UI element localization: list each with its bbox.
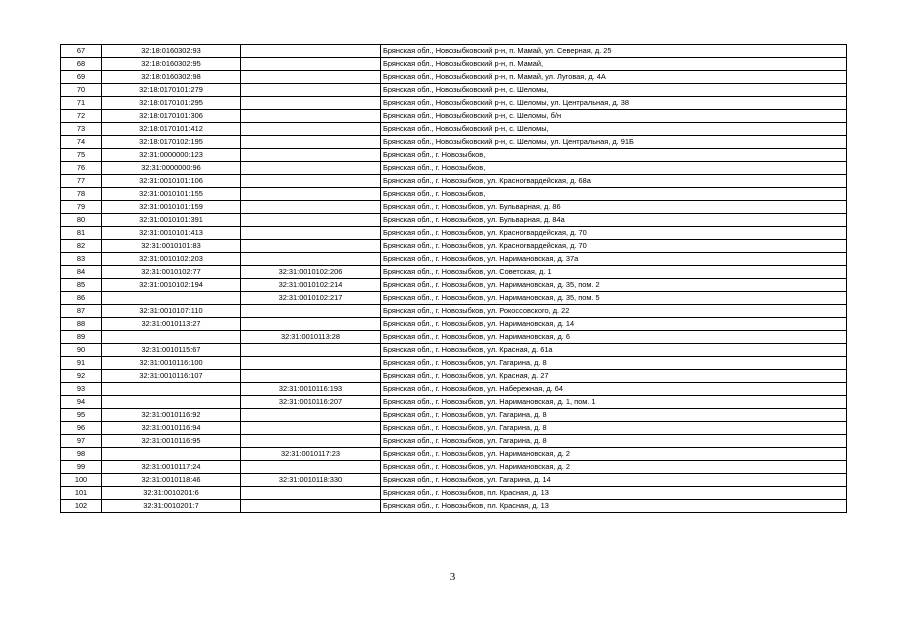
row-number-cell: 92 [61, 370, 102, 383]
table-row [61, 344, 847, 357]
related-cadastral-number-cell [241, 357, 381, 370]
cadastral-number-cell: 32:31:0000000:96 [102, 162, 241, 175]
table-row [61, 357, 847, 370]
address-cell: Брянская обл., г. Новозыбков, ул. Наримановская, д. 1, пом. 1 [381, 396, 847, 409]
address-cell: Брянская обл., г. Новозыбков, ул. Наримановская, д. 14 [381, 318, 847, 331]
address-cell: Брянская обл., г. Новозыбков, ул. Гагарина, д. 8 [381, 422, 847, 435]
table-row [61, 253, 847, 266]
address-cell: Брянская обл., г. Новозыбков, ул. Красная, д. 27 [381, 370, 847, 383]
address-cell: Брянская обл., г. Новозыбков, пл. Красная, д. 13 [381, 500, 847, 513]
cadastral-number-cell: 32:31:0010101:155 [102, 188, 241, 201]
related-cadastral-number-cell: 32:31:0010118:330 [241, 474, 381, 487]
related-cadastral-number-cell: 32:31:0010116:207 [241, 396, 381, 409]
row-number-cell: 82 [61, 240, 102, 253]
table-row [61, 461, 847, 474]
cadastral-number-cell [102, 448, 241, 461]
related-cadastral-number-cell [241, 110, 381, 123]
address-cell: Брянская обл., г. Новозыбков, ул. Наримановская, д. 6 [381, 331, 847, 344]
cadastral-number-cell: 32:31:0010201:6 [102, 487, 241, 500]
table-row [61, 370, 847, 383]
cadastral-number-cell: 32:31:0010116:92 [102, 409, 241, 422]
related-cadastral-number-cell [241, 162, 381, 175]
cadastral-number-cell: 32:18:0160302:95 [102, 58, 241, 71]
table-row [61, 227, 847, 240]
cadastral-number-cell [102, 331, 241, 344]
address-cell: Брянская обл., г. Новозыбков, ул. Бульварная, д. 84а [381, 214, 847, 227]
related-cadastral-number-cell [241, 175, 381, 188]
address-cell: Брянская обл., г. Новозыбков, ул. Наримановская, д. 2 [381, 461, 847, 474]
row-number-cell: 81 [61, 227, 102, 240]
table-row [61, 45, 847, 58]
table-row [61, 305, 847, 318]
cadastral-number-cell: 32:18:0160302:98 [102, 71, 241, 84]
row-number-cell: 72 [61, 110, 102, 123]
row-number-cell: 83 [61, 253, 102, 266]
table-row [61, 71, 847, 84]
related-cadastral-number-cell: 32:31:0010116:193 [241, 383, 381, 396]
table-row [61, 318, 847, 331]
cadastral-number-cell: 32:31:0010116:100 [102, 357, 241, 370]
related-cadastral-number-cell [241, 487, 381, 500]
related-cadastral-number-cell [241, 318, 381, 331]
related-cadastral-number-cell [241, 500, 381, 513]
row-number-cell: 95 [61, 409, 102, 422]
table-row [61, 201, 847, 214]
address-cell: Брянская обл., г. Новозыбков, ул. Рокоссовского, д. 22 [381, 305, 847, 318]
related-cadastral-number-cell [241, 344, 381, 357]
cadastral-number-cell: 32:18:0170101:306 [102, 110, 241, 123]
cadastral-number-cell: 32:18:0170101:412 [102, 123, 241, 136]
row-number-cell: 93 [61, 383, 102, 396]
related-cadastral-number-cell: 32:31:0010102:217 [241, 292, 381, 305]
related-cadastral-number-cell [241, 136, 381, 149]
row-number-cell: 76 [61, 162, 102, 175]
address-cell: Брянская обл., г. Новозыбков, ул. Наримановская, д. 35, пом. 5 [381, 292, 847, 305]
table-row [61, 110, 847, 123]
cadastral-number-cell: 32:18:0160302:93 [102, 45, 241, 58]
row-number-cell: 85 [61, 279, 102, 292]
related-cadastral-number-cell: 32:31:0010117:23 [241, 448, 381, 461]
cadastral-number-cell: 32:31:0010101:391 [102, 214, 241, 227]
cadastral-number-cell: 32:31:0010102:77 [102, 266, 241, 279]
address-cell: Брянская обл., Новозыбковский р-н, с. Шеломы, б/н [381, 110, 847, 123]
table-row [61, 162, 847, 175]
related-cadastral-number-cell [241, 435, 381, 448]
cadastral-number-cell: 32:31:0010102:194 [102, 279, 241, 292]
related-cadastral-number-cell [241, 84, 381, 97]
address-cell: Брянская обл., Новозыбковский р-н, с. Шеломы, ул. Центральная, д. 91Б [381, 136, 847, 149]
cadastral-number-cell [102, 292, 241, 305]
row-number-cell: 98 [61, 448, 102, 461]
related-cadastral-number-cell: 32:31:0010102:214 [241, 279, 381, 292]
address-cell: Брянская обл., г. Новозыбков, ул. Красногвардейская, д. 70 [381, 240, 847, 253]
address-cell: Брянская обл., г. Новозыбков, пл. Красная, д. 13 [381, 487, 847, 500]
row-number-cell: 77 [61, 175, 102, 188]
related-cadastral-number-cell [241, 461, 381, 474]
table-row [61, 487, 847, 500]
address-cell: Брянская обл., г. Новозыбков, ул. Гагарина, д. 8 [381, 357, 847, 370]
cadastral-number-cell: 32:31:0010102:203 [102, 253, 241, 266]
row-number-cell: 67 [61, 45, 102, 58]
table-row [61, 240, 847, 253]
address-cell: Брянская обл., г. Новозыбков, ул. Гагарина, д. 8 [381, 435, 847, 448]
cadastral-number-cell: 32:31:0010116:95 [102, 435, 241, 448]
related-cadastral-number-cell [241, 227, 381, 240]
table-row [61, 123, 847, 136]
row-number-cell: 71 [61, 97, 102, 110]
related-cadastral-number-cell [241, 422, 381, 435]
cadastral-number-cell: 32:18:0170102:195 [102, 136, 241, 149]
table-row [61, 266, 847, 279]
related-cadastral-number-cell [241, 71, 381, 84]
related-cadastral-number-cell [241, 214, 381, 227]
table-row [61, 97, 847, 110]
cadastral-number-cell: 32:31:0010115:67 [102, 344, 241, 357]
table-row [61, 84, 847, 97]
address-cell: Брянская обл., г. Новозыбков, ул. Красногвардейская, д. 68а [381, 175, 847, 188]
related-cadastral-number-cell [241, 45, 381, 58]
cadastral-number-cell: 32:31:0010117:24 [102, 461, 241, 474]
cadastral-number-cell: 32:18:0170101:295 [102, 97, 241, 110]
address-cell: Брянская обл., г. Новозыбков, ул. Набережная, д. 64 [381, 383, 847, 396]
property-table-body [61, 45, 847, 513]
address-cell: Брянская обл., Новозыбковский р-н, п. Мамай, ул. Северная, д. 25 [381, 45, 847, 58]
table-row [61, 409, 847, 422]
table-row [61, 214, 847, 227]
table-row [61, 58, 847, 71]
cadastral-number-cell: 32:31:0010101:413 [102, 227, 241, 240]
table-row [61, 331, 847, 344]
table-row [61, 149, 847, 162]
related-cadastral-number-cell [241, 149, 381, 162]
row-number-cell: 90 [61, 344, 102, 357]
cadastral-number-cell: 32:18:0170101:279 [102, 84, 241, 97]
row-number-cell: 74 [61, 136, 102, 149]
address-cell: Брянская обл., Новозыбковский р-н, с. Шеломы, ул. Центральная, д. 38 [381, 97, 847, 110]
related-cadastral-number-cell [241, 201, 381, 214]
row-number-cell: 73 [61, 123, 102, 136]
address-cell: Брянская обл., Новозыбковский р-н, п. Мамай, ул. Луговая, д. 4А [381, 71, 847, 84]
row-number-cell: 99 [61, 461, 102, 474]
table-row [61, 422, 847, 435]
table-row [61, 383, 847, 396]
address-cell: Брянская обл., г. Новозыбков, [381, 149, 847, 162]
row-number-cell: 68 [61, 58, 102, 71]
related-cadastral-number-cell [241, 305, 381, 318]
row-number-cell: 79 [61, 201, 102, 214]
row-number-cell: 96 [61, 422, 102, 435]
cadastral-number-cell: 32:31:0010118:46 [102, 474, 241, 487]
related-cadastral-number-cell: 32:31:0010113:28 [241, 331, 381, 344]
row-number-cell: 78 [61, 188, 102, 201]
cadastral-number-cell [102, 396, 241, 409]
table-row [61, 500, 847, 513]
row-number-cell: 97 [61, 435, 102, 448]
related-cadastral-number-cell [241, 240, 381, 253]
cadastral-number-cell: 32:31:0010116:94 [102, 422, 241, 435]
related-cadastral-number-cell [241, 97, 381, 110]
related-cadastral-number-cell: 32:31:0010102:206 [241, 266, 381, 279]
cadastral-number-cell: 32:31:0010101:83 [102, 240, 241, 253]
address-cell: Брянская обл., г. Новозыбков, ул. Красногвардейская, д. 70 [381, 227, 847, 240]
property-table [60, 44, 847, 513]
row-number-cell: 88 [61, 318, 102, 331]
row-number-cell: 80 [61, 214, 102, 227]
address-cell: Брянская обл., г. Новозыбков, ул. Красная, д. 61а [381, 344, 847, 357]
related-cadastral-number-cell [241, 370, 381, 383]
related-cadastral-number-cell [241, 58, 381, 71]
row-number-cell: 91 [61, 357, 102, 370]
row-number-cell: 101 [61, 487, 102, 500]
table-row [61, 435, 847, 448]
address-cell: Брянская обл., г. Новозыбков, ул. Наримановская, д. 37а [381, 253, 847, 266]
cadastral-number-cell: 32:31:0010116:107 [102, 370, 241, 383]
address-cell: Брянская обл., г. Новозыбков, ул. Гагарина, д. 14 [381, 474, 847, 487]
related-cadastral-number-cell [241, 123, 381, 136]
row-number-cell: 87 [61, 305, 102, 318]
row-number-cell: 69 [61, 71, 102, 84]
related-cadastral-number-cell [241, 409, 381, 422]
table-row [61, 136, 847, 149]
table-row [61, 279, 847, 292]
row-number-cell: 70 [61, 84, 102, 97]
row-number-cell: 86 [61, 292, 102, 305]
cadastral-number-cell: 32:31:0010107:110 [102, 305, 241, 318]
cadastral-number-cell: 32:31:0010101:106 [102, 175, 241, 188]
cadastral-number-cell: 32:31:0010113:27 [102, 318, 241, 331]
row-number-cell: 102 [61, 500, 102, 513]
cadastral-number-cell: 32:31:0010101:159 [102, 201, 241, 214]
row-number-cell: 75 [61, 149, 102, 162]
cadastral-number-cell: 32:31:0010201:7 [102, 500, 241, 513]
table-row [61, 188, 847, 201]
row-number-cell: 94 [61, 396, 102, 409]
table-row [61, 292, 847, 305]
row-number-cell: 89 [61, 331, 102, 344]
address-cell: Брянская обл., Новозыбковский р-н, с. Шеломы, [381, 84, 847, 97]
table-row [61, 474, 847, 487]
address-cell: Брянская обл., г. Новозыбков, ул. Гагарина, д. 8 [381, 409, 847, 422]
row-number-cell: 100 [61, 474, 102, 487]
related-cadastral-number-cell [241, 253, 381, 266]
row-number-cell: 84 [61, 266, 102, 279]
address-cell: Брянская обл., г. Новозыбков, [381, 188, 847, 201]
address-cell: Брянская обл., г. Новозыбков, [381, 162, 847, 175]
table-row [61, 175, 847, 188]
address-cell: Брянская обл., Новозыбковский р-н, п. Мамай, [381, 58, 847, 71]
table-row [61, 396, 847, 409]
page-number: 3 [449, 571, 456, 583]
cadastral-number-cell: 32:31:0000000:123 [102, 149, 241, 162]
address-cell: Брянская обл., Новозыбковский р-н, с. Шеломы, [381, 123, 847, 136]
address-cell: Брянская обл., г. Новозыбков, ул. Советская, д. 1 [381, 266, 847, 279]
table-row [61, 448, 847, 461]
address-cell: Брянская обл., г. Новозыбков, ул. Наримановская, д. 35, пом. 2 [381, 279, 847, 292]
related-cadastral-number-cell [241, 188, 381, 201]
address-cell: Брянская обл., г. Новозыбков, ул. Наримановская, д. 2 [381, 448, 847, 461]
cadastral-number-cell [102, 383, 241, 396]
address-cell: Брянская обл., г. Новозыбков, ул. Бульварная, д. 86 [381, 201, 847, 214]
